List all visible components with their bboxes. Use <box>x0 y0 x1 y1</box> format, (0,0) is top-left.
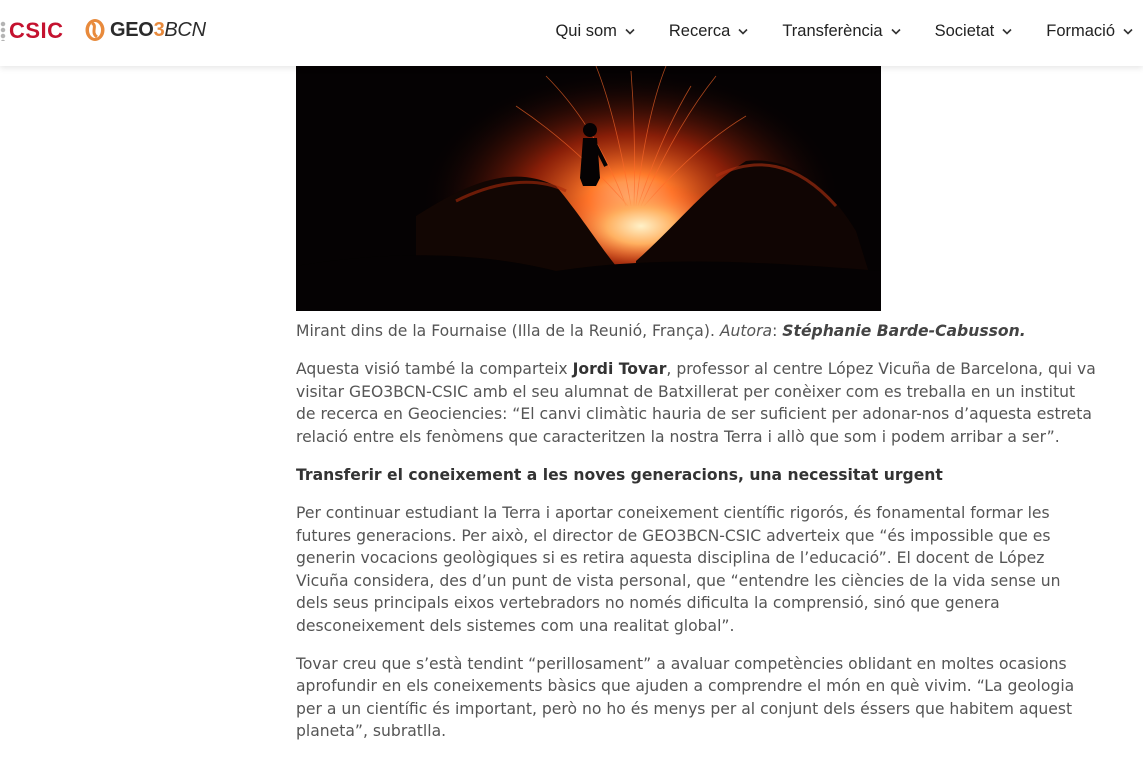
volcano-photo <box>296 66 881 311</box>
section-subheading: Transferir el coneixement a les noves generacions, una necessitat urgent <box>296 466 943 485</box>
caption-author-name: Stéphanie Barde-Cabusson. <box>782 322 1026 340</box>
nav-item-recerca[interactable] <box>669 22 748 41</box>
caption-text: Mirant dins de la Fournaise (Illa de la Reunió, França). <box>296 322 720 340</box>
logo-three-part: 3 <box>153 18 165 41</box>
caption-colon: : <box>772 322 783 340</box>
logo-bcn-part: BCN <box>164 18 206 41</box>
geo3bcn-logo-icon <box>84 18 106 42</box>
caption-author-label: Autora <box>719 322 773 340</box>
nav-label: Qui som <box>555 21 617 40</box>
chevron-down-icon <box>738 28 748 35</box>
paragraph-1-rest: , professor al centre López Vicuña de Barcelona, qui va visitar GEO3BCN-CSIC amb el seu alumnat de Batxillerat per conèixer com es treballa en un institut de recerca en Geociencies: “El canvi climàtic hauria de ser suficient per adonar-nos d’aquesta estreta relació entre els fenòmens que caracteritzen la nostra Terra i allò que som i podem arribar a ser”. <box>296 360 1096 446</box>
person-name: Jordi Tovar <box>572 360 667 378</box>
geo3bcn-logo-text <box>110 19 206 42</box>
paragraph-2: Per continuar estudiant la Terra i aportar coneixement científic rigorós, és fonamental formar les futures generacions. Per això, el director de GEO3BCN-CSIC adverteix que “és impossible que es generin vocacions geològiques si es retira aquesta disciplina de l’educació”. El docent de López Vicuña considera, des d’un punt de vista personal, que “entendre les ciències de la vida sense un dels seus principals eixos vertebradors no només dificulta la comprensió, sinó que genera desconeixement dels sistemes com una realitat global”. <box>296 503 1061 635</box>
chevron-down-icon <box>1123 28 1133 35</box>
logo-geo-part: GEO <box>110 18 154 41</box>
chevron-down-icon <box>625 28 635 35</box>
nav-item-formacio[interactable] <box>1046 22 1133 41</box>
csic-dots-icon <box>0 21 6 41</box>
site-header <box>0 0 1143 66</box>
nav-label: Formació <box>1046 21 1115 40</box>
nav-item-societat[interactable] <box>935 22 1013 41</box>
csic-logo-text: CSIC <box>9 18 64 43</box>
nav-label: Recerca <box>668 21 731 40</box>
nav-label: Transferència <box>782 21 883 40</box>
paragraph-1-intro: Aquesta visió també la comparteix <box>296 360 573 378</box>
nav-item-transferencia[interactable] <box>782 22 900 41</box>
main-nav <box>555 0 1133 62</box>
nav-label: Societat <box>934 21 995 40</box>
photo-caption <box>296 319 1096 343</box>
csic-logo[interactable] <box>0 18 64 44</box>
chevron-down-icon <box>891 28 901 35</box>
chevron-down-icon <box>1002 28 1012 35</box>
nav-item-qui-som[interactable] <box>555 22 634 41</box>
paragraph-1 <box>296 358 1096 448</box>
geo3bcn-logo[interactable] <box>84 18 206 42</box>
article-content <box>296 66 1096 743</box>
paragraph-3: Tovar creu que s’està tendint “perillosament” a avaluar competències oblidant en moltes ocasions aprofundir en els coneixements bàsics que ajuden a comprendre el món en què vivim. “La geologia per a un científic és important, però no ho és menys per al conjunt dels éssers que habitem aquest planeta”, subratlla. <box>296 654 1075 741</box>
